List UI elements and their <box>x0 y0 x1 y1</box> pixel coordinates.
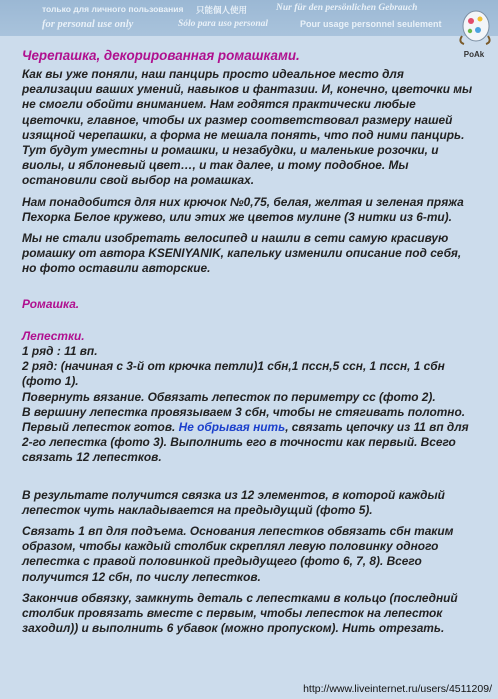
watermark-banner <box>0 0 498 36</box>
first-petal-instruction <box>22 420 477 466</box>
highlight-text: Не обрывая нить <box>178 420 286 435</box>
watermark-text: 只能個人使用 <box>196 5 248 15</box>
watermark-text: Sólo para uso personal <box>178 19 269 29</box>
watermark-text: Pour usage personnel seulement <box>300 19 442 29</box>
turn-instruction: Повернуть вязание. Обвязать лепесток по периметру сс (фото 2). <box>22 389 436 404</box>
tip-instruction: В вершину лепестка провязываем 3 сбн, чтобы не стягивать полотно. <box>22 404 466 419</box>
watermark-text: for personal use only <box>42 19 134 30</box>
row-2: 2 ряд: (начиная с 3-й от крючка петли)1 сбн,1 пссн,5 ссн, 1 пссн, 1 сбн (фото 1). <box>22 359 445 389</box>
result-paragraph: В результате получится связка из 12 элементов, в которой каждый лепесток чуть накладывается на предыдущий (фото 5). <box>22 487 445 517</box>
article <box>22 48 477 643</box>
logo-text: PoAk <box>463 50 485 59</box>
section-heading: Ромашка. <box>22 296 80 311</box>
first-petal-text-b: , связать цепочку из 11 вп для 2-го лепестка (фото 3). Выполнить его в точности как первый. Всего связать 12 лепестков. <box>22 420 469 465</box>
row-1: 1 ряд : 11 вп. <box>22 344 98 359</box>
first-petal-text-a: Первый лепесток готов. <box>22 420 179 435</box>
source-url: http://www.liveinternet.ru/users/4511209/ <box>303 683 492 695</box>
tie-paragraph: Связать 1 вп для подъема. Основания лепестков обвязать сбн таким образом, чтобы каждый столбик скреплял левую половинку одного лепестка с правой половинкой предыдущего (фото 6, 7, 8). Всего получится 12 сбн, по числу лепестков. <box>22 524 454 584</box>
intro-paragraph: Как вы уже поняли, наш панцирь просто идеальное место для реализации ваших умений, навыков и фантазии. И, конечно, цветочки мы не смогли обойти вниманием. Нам годятся практически любые цветочки, главное, чтобы их размер соответствовал размеру нашей изящной черепашки, а форма не мешала понять, что под ними панцирь. Тут будут уместны и ромашки, и незабудки, и маленькие розочки, и виолы, и яблоневый цвет…, и так далее, и тому подобное. Мы остановили свой выбор на ромашках. <box>22 67 473 188</box>
petals-heading: Лепестки. <box>22 328 85 343</box>
finish-paragraph: Закончив обвязку, замкнуть деталь с лепестками в кольцо (последний столбик провязать вместе с первым, чтобы лепесток на лепесток заходил)) и выполнить 6 убавок (можно пропуском). Нить отрезать. <box>22 590 458 636</box>
article-title: Черепашка, декорированная ромашками. <box>22 48 300 63</box>
watermark-text: Nur für den persönlichen Gebrauch <box>276 3 418 13</box>
watermark-text: только для личного пользования <box>42 4 184 14</box>
materials-paragraph: Нам понадобится для них крючок №0,75, белая, желтая и зеленая пряжа Пехорка Белое кружево, или этих же цветов мулине (3 нитки из 6-ти). <box>22 194 464 224</box>
source-paragraph: Мы не стали изобретать велосипед и нашли в сети самую красивую ромашку от автора KSENIYANIK, капельку изменили описание под себя, но фото оставили авторские. <box>22 231 462 276</box>
